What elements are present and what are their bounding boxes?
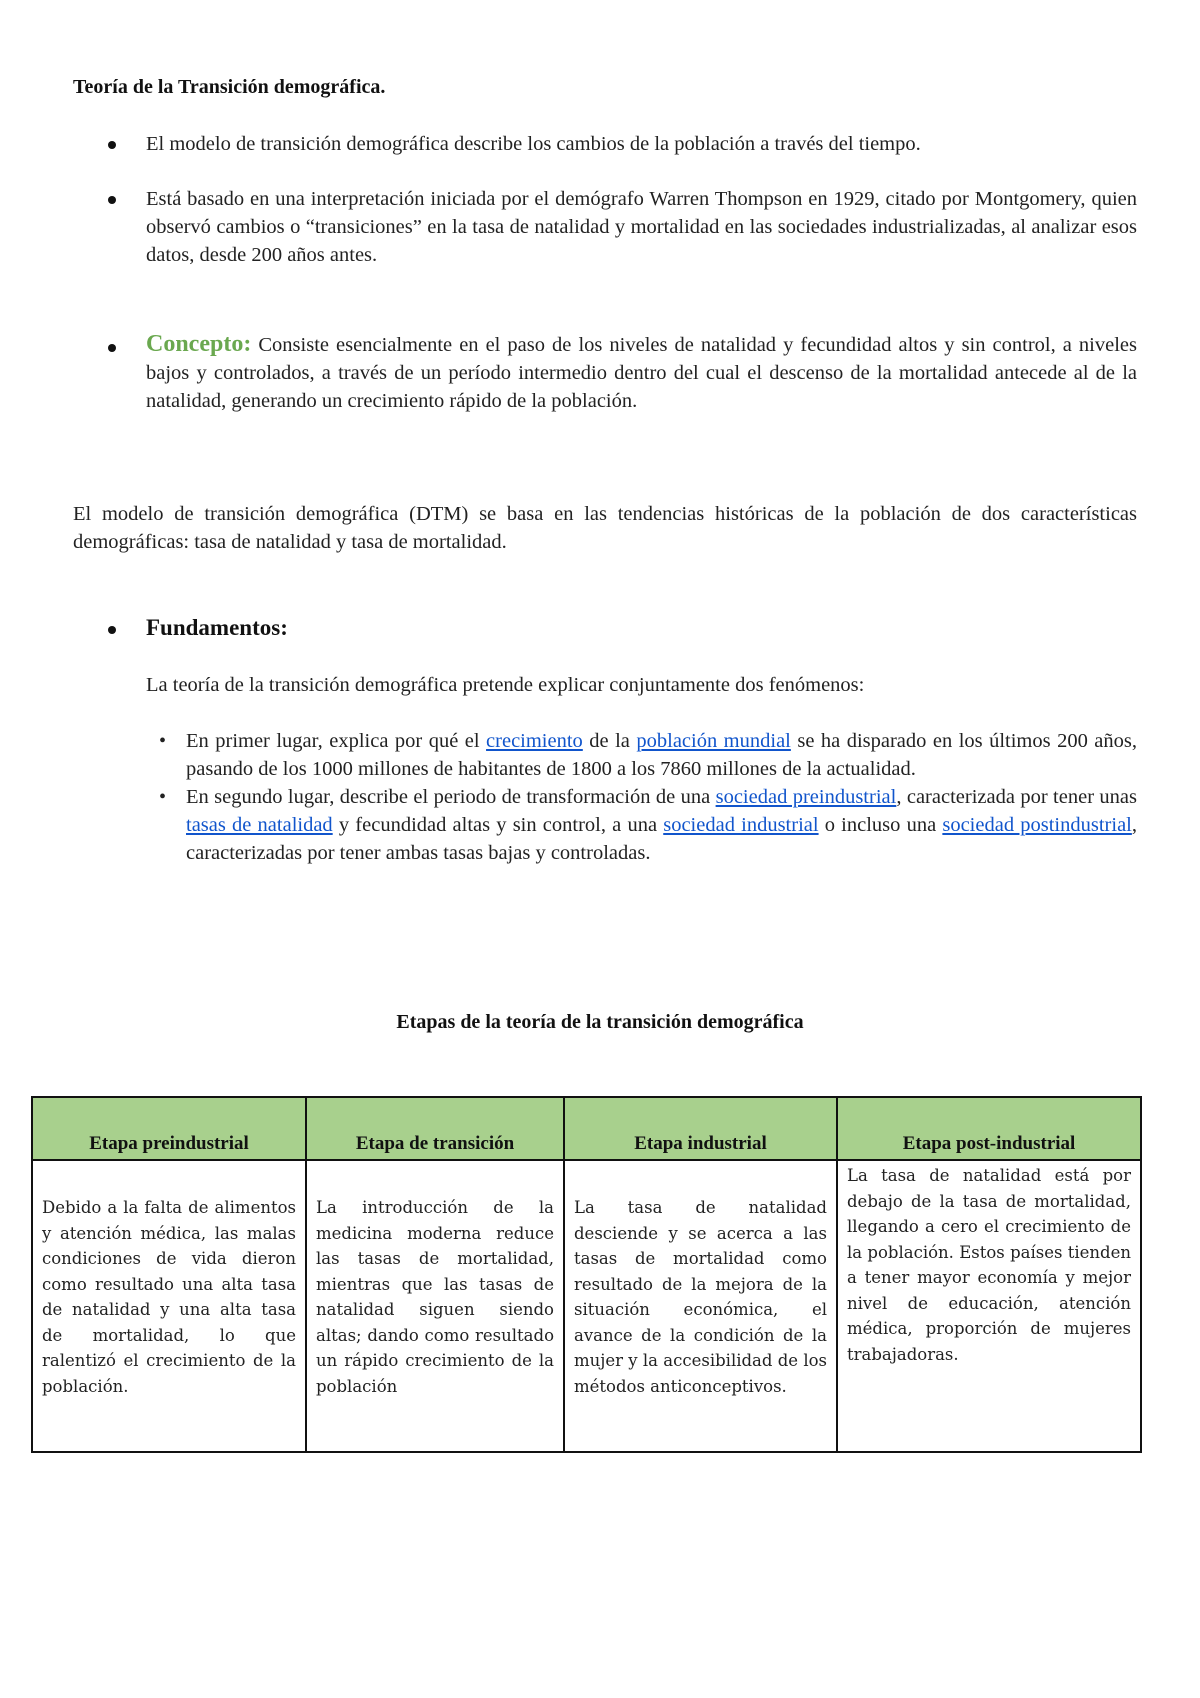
- cell-etapa-industrial: La tasa de natalidad desciende y se acerca a las tasas de mortalidad como resultado de la mejora de la situación económica, el avance de la condición de la mujer y la accesibilidad de los métodos anticonceptivos.: [564, 1160, 837, 1452]
- header-etapa-post-industrial: Etapa post-industrial: [837, 1097, 1141, 1160]
- table-header-row: [32, 1097, 1141, 1160]
- bullet-dot-icon: •: [159, 730, 167, 752]
- table-row: [32, 1160, 1141, 1452]
- cell-etapa-preindustrial: Debido a la falta de alimentos y atención médica, las malas condiciones de vida dieron como resultado una alta tasa de natalidad y una alta tasa de mortalidad, lo que ralentizó el crecimiento de la población.: [32, 1160, 306, 1452]
- document-title: Teoría de la Transición demográfica.: [73, 76, 386, 98]
- bullet-dot-icon: [108, 626, 116, 634]
- link-sociedad-postindustrial[interactable]: sociedad postindustrial: [942, 814, 1132, 836]
- bullet-item-fundamentos: [73, 614, 1137, 643]
- fundamentos-label: Fundamentos:: [146, 615, 288, 640]
- concepto-text: Consiste esencialmente en el paso de los niveles de natalidad y fecundidad altos y sin control, a niveles bajos y controlados, a través de un período intermedio dentro del cual el descenso de la mortalidad antecede al de la natalidad, generando un crecimiento rápido de la población.: [146, 334, 1137, 412]
- fundamentos-intro: La teoría de la transición demográfica pretende explicar conjuntamente dos fenómenos:: [146, 674, 865, 696]
- header-etapa-industrial: Etapa industrial: [564, 1097, 837, 1160]
- fundamentos-item-2: • En segundo lugar, describe el periodo de transformación de una sociedad preindustrial, caracterizada por tener unas tasas de natalidad y fecundidad altas y sin control, a una sociedad industrial o incluso una sociedad postindustrial, caracterizadas por tener ambas tasas bajas y controladas.: [73, 783, 1137, 867]
- bullet-dot-icon: •: [159, 786, 167, 808]
- fundamentos-item-1: • En primer lugar, explica por qué el crecimiento de la población mundial se ha disparado en los últimos 200 años, pasando de los 1000 millones de habitantes de 1800 a los 7860 millones de la actualidad.: [73, 727, 1137, 783]
- cell-etapa-transicion: La introducción de la medicina moderna reduce las tasas de mortalidad, mientras que las tasas de natalidad siguen siendo altas; dando como resultado un rápido crecimiento de la población: [306, 1160, 564, 1452]
- cell-etapa-post-industrial: La tasa de natalidad está por debajo de la tasa de mortalidad, llegando a cero el crecimiento de la población. Estos países tienden a tener mayor economía y mejor nivel de educación, atención médica, proporción de mujeres trabajadoras.: [837, 1160, 1141, 1452]
- bullet-dot-icon: [108, 344, 116, 352]
- fundamentos-list: [73, 727, 1137, 867]
- etapas-title: Etapas de la teoría de la transición demográfica: [396, 1011, 804, 1033]
- bullet-dot-icon: [108, 141, 116, 149]
- bullet-item-model: El modelo de transición demográfica describe los cambios de la población a través del tiempo.: [73, 130, 1137, 158]
- concepto-label: Concepto:: [146, 331, 252, 357]
- link-poblacion-mundial[interactable]: población mundial: [636, 730, 791, 752]
- etapas-table: [31, 1096, 1142, 1453]
- bullet-list: [73, 614, 1137, 643]
- header-etapa-preindustrial: Etapa preindustrial: [32, 1097, 306, 1160]
- bullet-list: [73, 185, 1137, 269]
- bullet-item-thompson: Está basado en una interpretación iniciada por el demógrafo Warren Thompson en 1929, citado por Montgomery, quien observó cambios o “transiciones” en la tasa de natalidad y mortalidad en las sociedades industrializadas, al analizar esos datos, desde 200 años antes.: [73, 185, 1137, 269]
- link-tasas-de-natalidad[interactable]: tasas de natalidad: [186, 814, 333, 836]
- link-sociedad-industrial[interactable]: sociedad industrial: [663, 814, 819, 836]
- bullet-list: [73, 130, 1137, 158]
- bullet-item-concepto: [73, 330, 1137, 415]
- dtm-paragraph: El modelo de transición demográfica (DTM) se basa en las tendencias históricas de la población de dos características demográficas: tasa de natalidad y tasa de mortalidad.: [73, 503, 1137, 553]
- link-sociedad-preindustrial[interactable]: sociedad preindustrial: [715, 786, 897, 808]
- bullet-list: [73, 330, 1137, 415]
- header-etapa-transicion: Etapa de transición: [306, 1097, 564, 1160]
- link-crecimiento[interactable]: crecimiento: [486, 730, 583, 752]
- bullet-dot-icon: [108, 196, 116, 204]
